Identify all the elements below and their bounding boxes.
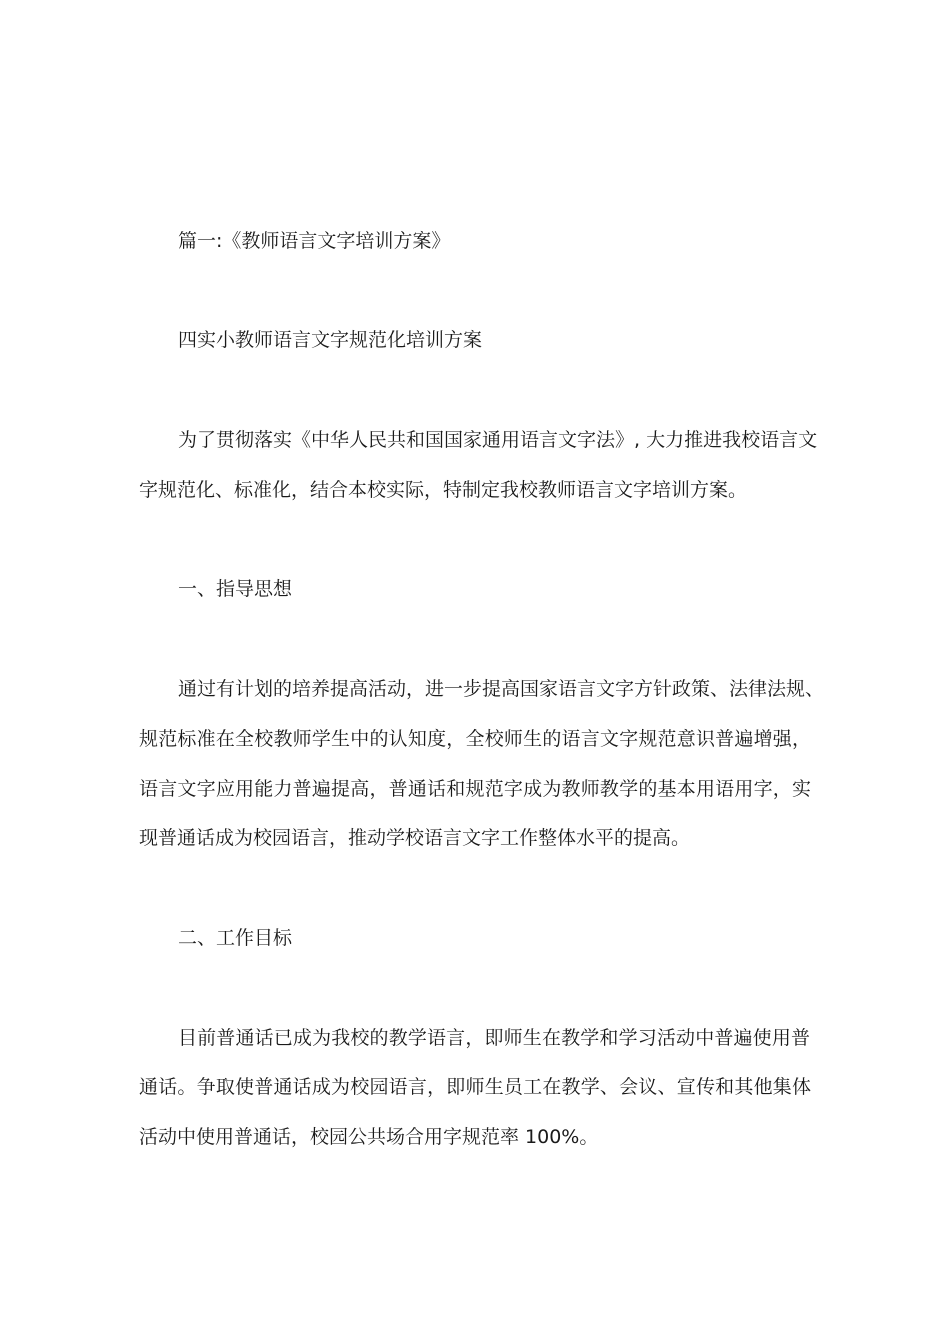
section1-heading: 一、指导思想 [178,578,293,600]
section1-line-3: 语言文字应用能力普遍提高，普通话和规范字成为教师教学的基本用语用字，实 [139,778,811,800]
section1-line-4: 现普通话成为校园语言，推动学校语言文字工作整体水平的提高。 [139,827,691,849]
intro-line-1: 为了贯彻落实《中华人民共和国国家通用语言文字法》, 大力推进我校语言文 [178,429,818,451]
section2-line-1: 目前普通话已成为我校的教学语言，即师生在教学和学习活动中普遍使用普 [178,1027,810,1049]
section2-line-3: 活动中使用普通话，校园公共场合用字规范率 100%。 [139,1126,599,1148]
section2-heading: 二、工作目标 [178,927,293,949]
section2-line-2: 通话。争取使普通话成为校园语言，即师生员工在教学、会议、宣传和其他集体 [139,1076,811,1098]
section1-line-1: 通过有计划的培养提高活动，进一步提高国家语言文字方针政策、法律法规、 [178,678,825,700]
document-title: 四实小教师语言文字规范化培训方案 [178,329,483,351]
intro-line-2: 字规范化、标准化，结合本校实际，特制定我校教师语言文字培训方案。 [139,479,748,501]
chapter-title: 篇一:《教师语言文字培训方案》 [178,230,451,252]
section1-line-2: 规范标准在全校教师学生中的认知度，全校师生的语言文字规范意识普遍增强， [139,728,811,750]
